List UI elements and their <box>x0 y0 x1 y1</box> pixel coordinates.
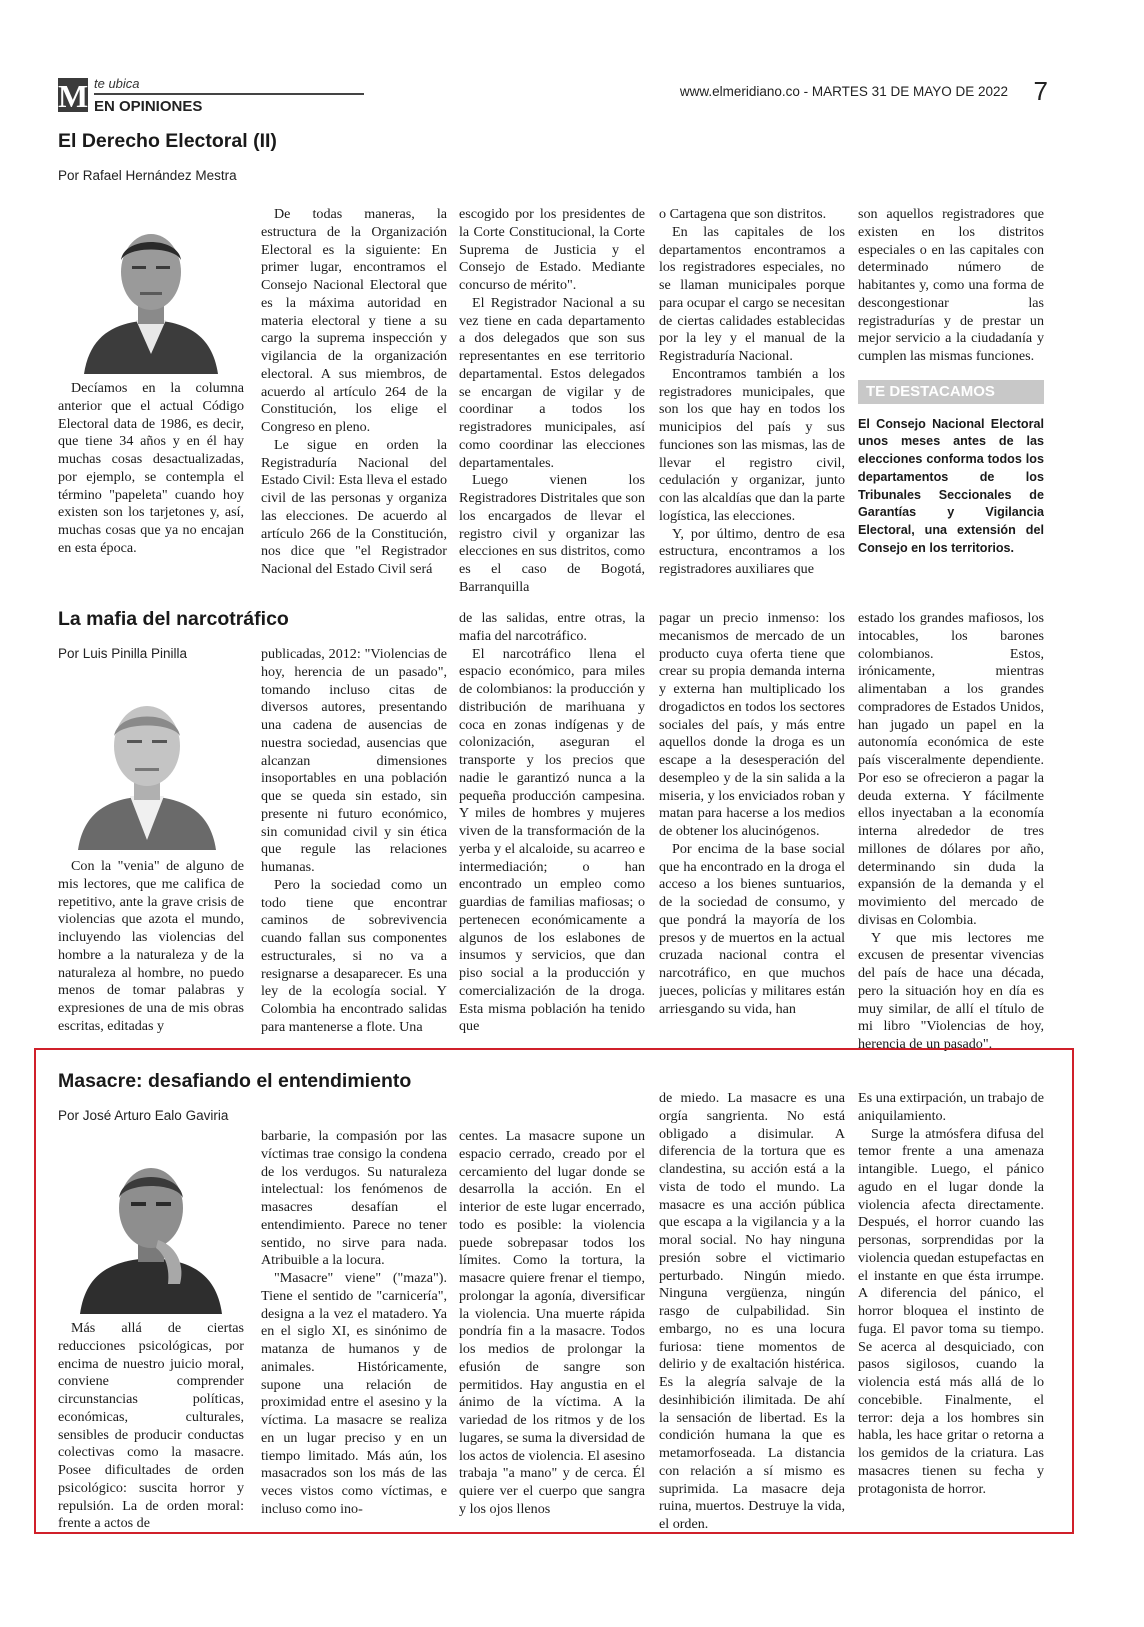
article-column-4 <box>659 610 845 1018</box>
article-title: La mafia del narcotráfico <box>58 608 289 630</box>
article-column-4 <box>659 1090 845 1534</box>
section-name: EN OPINIONES <box>94 98 203 115</box>
masthead <box>58 76 1088 120</box>
highlight-text: El Consejo Nacional Electoral unos meses antes de las elecciones conforma todos los departamentos de los Tribunales Seccionales de Garantías y Vigilancia Electoral, una extensión del Consejo en los territorios. <box>858 416 1044 555</box>
paragraph: Y, por último, dentro de esa estructura, encontramos a los registradores auxiliares que <box>659 525 845 577</box>
paragraph: publicadas, 2012: "Violencias de hoy, herencia de un pasado", tomando incluso citas de diversos autores, presentando una cadena de ausencias de nuestra sociedad, ausencias que alcanzan dimensiones insoportables en una población que se queda sin estado, sin presente ni futuro económico, sin comunidad civil y sin ética que regule las relaciones humanas. <box>261 646 447 875</box>
article-column-1 <box>58 1320 244 1533</box>
paragraph: centes. La masacre supone un espacio cerrado, creado por el cercamiento del lugar donde se desarrolla la acción. En el interior de este lugar encerrado, todo es posible: la violencia puede sobrepasar todos los límites. Como la tortura, la masacre quiere frenar el tiempo, prolongar la agonía, diversificar la violencia. Una muerte rápida pondría fin a la masacre. Todos los medios de prolongar la efusión de sangre son permitidos. Hay angustia en el ánimo de la víctima. A la variedad de los ritmos y de los lugares, se suma la diversidad de los actos de violencia. El asesino trabaja "a mano" y de cerca. Él quiere ver el cuerpo que sangra y los ojos llenos <box>459 1128 645 1517</box>
paragraph: escogido por los presidentes de la Corte Constitucional, la Corte Suprema de Justicia y el Consejo de Estado. Mediante concurso de mérito". <box>459 206 645 293</box>
paragraph: En las capitales de los departamentos encontramos a los registradores especiales, no se llaman municipales porque para ocupar el cargo se necesitan de ciertas calidades establecidas por la ley y el manual de la Registraduría Nacional. <box>659 223 845 364</box>
article-column-5 <box>858 1090 1044 1498</box>
paragraph: pagar un precio inmenso: los mecanismos de mercado de un producto cuya oferta tiene que crear su propia demanda interna y externa han multiplicado los drogadictos en todos los sectores sociales del país, y más entre aquellos donde la droga es un escape a la desesperación del desempleo y de la sin salida a la miseria, y los enviciados roban y matan para hacerse a los medios de obtener los alucinógenos. <box>659 610 845 839</box>
paragraph: El narcotráfico llena el espacio económico, para miles de colombianos: la producción y distribución de marihuana y coca en zonas indígenas y de colonización, aseguran el transporte y los precios que nadie le garantizó nunca a la pequeña producción campesina. Y miles de hombres y mujeres viven de la transformación de la yerba y el alcaloide, su acarreo e intermediación; o han encontrado un empleo como guardias de familias mafiosas; o pertenecen económicamente a algunos de los eslabones de insumos y servicios, que dan piso social a la producción y comercialización de la droga. Esta misma población ha tenido que <box>459 645 645 1035</box>
paragraph: Le sigue en orden la Registraduría Nacional del Estado Civil: Esta lleva el estado civil de las personas y organiza las elecciones. De acuerdo al artículo 266 de la Constitución, nos dice que "el Registrador Nacional del Estado Civil será <box>261 436 447 577</box>
paragraph: Más allá de ciertas reducciones psicológicas, por encima de nuestro juicio moral, conviene comprender circunstancias políticas, económicas, culturales, sensibles de producir conductas colectivas como la masacre. Posee dificultades de orden psicológico: suscita horror y repulsión. La de orden moral: frente a actos de <box>58 1320 244 1532</box>
paragraph: Es una extirpación, un trabajo de aniquilamiento. <box>858 1090 1044 1124</box>
paragraph: o Cartagena que son distritos. <box>659 206 827 222</box>
paragraph: de las salidas, entre otras, la mafia del narcotráfico. <box>459 610 645 644</box>
paragraph: estado los grandes mafiosos, los intocables, los barones colombianos. Estos, irónicamente, mientras alimentaban a los grandes compradores de Estados Unidos, han jugado un papel en la autonomía económica de este país visceralmente dependiente. Por eso se ofrecieron a pagar la deuda externa. Y fácilmente ellos inyectaban a la economía interna alrededor de tres millones de dólares por año, determinando sin duda la expansión de la demanda y el movimiento del mercado de divisas en Colombia. <box>858 610 1044 928</box>
logo-tagline: te ubica <box>94 76 140 91</box>
article-byline: Por Luis Pinilla Pinilla <box>58 646 188 661</box>
article-column-5 <box>858 610 1044 1054</box>
article-mafia-narcotrafico <box>58 608 1088 1052</box>
paragraph: Decíamos en la columna anterior que el actual Código Electoral data de 1986, es decir, que tiene 34 años y en él hay muchas cosas desactualizadas, por ejemplo, se contempla el término "papeleta" cuando hoy existen son los tarjetones y, así, muchas cosas que ya no encajan en esta época. <box>58 380 244 556</box>
paragraph: De todas maneras, la estructura de la Organización Electoral es la siguiente: En primer lugar, encontramos el Consejo Nacional Electoral que es la máxima autoridad en materia electoral y tiene a su cargo la suprema inspección y vigilancia de la organización electoral. A sus miembros, de acuerdo al artículo 264 de la Constitución, los elige el Congreso en pleno. <box>261 206 447 435</box>
paragraph: "Masacre" viene" ("maza"). Tiene el sentido de "carnicería", designa a la vez el matadero. Ya en el siglo XI, es sinónimo de matanza de humanos y de animales. Históricamente, supone una relación de proximidad entre el asesino y la víctima. La masacre se realiza en un lugar preciso y en un tiempo limitado. Más aún, los masacrados son los más de las veces vistos como víctimas, e incluso como ino- <box>261 1270 447 1517</box>
article-column-4 <box>659 206 845 579</box>
article-column-2 <box>261 206 447 579</box>
article-title: El Derecho Electoral (II) <box>58 130 277 152</box>
author-photo <box>72 680 222 850</box>
paragraph: Pero la sociedad como un todo tiene que encontrar caminos de sobrevivencia cuando fallan sus componentes estructurales, si no va a resignarse a desaparecer. Es una ley de la ecología social. Y Colombia ha encontrado salidas para mantenerse a flote. Una <box>261 876 447 1035</box>
logo-icon: M <box>58 78 89 114</box>
article-byline: Por Rafael Hernández Mestra <box>58 168 237 183</box>
article-derecho-electoral <box>58 130 1088 595</box>
paragraph: Encontramos también a los registradores municipales, que son los que hay en todos los municipios del país y sus funciones son las mismas, las de llevar el registro civil, cedulación y organizar, junto con las alcaldías que dan la parte logística, las elecciones. <box>659 365 845 524</box>
paragraph: barbarie, la compasión por las víctimas trae consigo la condena de los verdugos. Su naturaleza intelectual: los fenómenos de masacres desafían el entendimiento. Parece no tener sentido, no sirve para nada. Atribuible a la locura. <box>261 1128 447 1269</box>
paragraph: son aquellos registradores que existen en los distritos especiales o en las capitales con determinado número de habitantes y, como una forma de descongestionar las registradurías y de prestar un mejor servicio a la ciudadanía y cumplen las mismas funciones. <box>858 206 1044 364</box>
article-column-5 <box>858 206 1044 558</box>
page-number: 7 <box>1033 76 1048 106</box>
paragraph: Y que mis lectores me excusen de presentar vivencias del país de hace una década, pero la situación hoy en día es muy similar, de allí el título de mi libro "Violencias de hoy, herencia de un pasado". <box>858 929 1044 1052</box>
article-column-3 <box>459 610 645 1036</box>
article-byline: Por José Arturo Ealo Gaviria <box>58 1108 229 1123</box>
article-column-1 <box>58 380 244 558</box>
paragraph: Con la "venia" de alguno de mis lectores, que me califica de repetitivo, ante la grave crisis de violencias que azota el mundo, incluyendo las violencias del hombre a la naturaleza y de la naturaleza al hombre, no puedo menos de tomar palabras y expresiones de una de mis obras escritas, editadas y <box>58 858 244 1034</box>
paragraph: Surge la atmósfera difusa del temor frente a una amenaza intangible. Luego, el pánico agudo en el lugar donde la violencia afecta directamente. Después, el horror cuando las personas, sorprendidas por la violencia quedan estupefactas en el instante en que ésta irrumpe. A diferencia del pánico, el horror bloquea el instinto de fuga. El pavor toma su tiempo. Se acerca al desquiciado, con pasos sigilosos, cuando la violencia está más allá de lo concebible. Finalmente, el terror: deja a los hombres sin habla, les hace gritar o retorna a los gemidos de la criatura. Las masacres tienen su fecha y protagonista de horror. <box>858 1125 1044 1497</box>
paragraph: de miedo. La masacre es una orgía sangrienta. No está obligado a disimular. A diferencia de la tortura que es clandestina, su acción está a la vista de todo el mundo. La masacre es una acción pública que escapa a la vigilancia y a la moral social. No hay ninguna presión sobre el victimario perturbado. Ningún miedo. Ninguna vergüenza, ningún rasgo de culpabilidad. Sin embargo, no es una locura furiosa: tiene momentos de delirio y de exaltación histérica. Es la alegría salvaje de la desinhibición ilimitada. De ahí la sensación de libertad. Es la condición humana la que es metamorfoseada. La distancia con relación a sí mismo es suprimida. La masacre deja ruina, muertos. Destruye la vida, el orden. <box>659 1090 845 1532</box>
paragraph: El Registrador Nacional a su vez tiene en cada departamento a dos delegados que son sus representantes en ese territorio departamental. Estos delegados se encargan de vigilar y de coordinar a todos los registradores municipales, así como coordinar las elecciones departamentales. <box>459 294 645 471</box>
masthead-rule <box>94 93 364 95</box>
highlight-heading: TE DESTACAMOS <box>858 380 1044 404</box>
dateline: www.elmeridiano.co - MARTES 31 DE MAYO DE 2022 <box>679 84 1008 99</box>
article-column-3 <box>459 1128 645 1519</box>
article-masacre <box>58 1070 1088 1532</box>
paragraph: Por encima de la base social que ha encontrado en la droga el acceso a los bienes suntuarios, de la sociedad de consumo, y que pondrá la mayoría de los presos y de muertos en la actual cruzada nacional contra el narcotráfico, en que muchos jueces, policías y militares están arriesgando su vida, han <box>659 840 845 1017</box>
article-title: Masacre: desafiando el entendimiento <box>58 1070 412 1092</box>
paragraph: Luego vienen los Registradores Distritales que son los encargados de llevar el registro civil y organizar las elecciones en sus distritos, como es el caso de Bogotá, Barranquilla <box>459 472 645 595</box>
article-column-2 <box>261 1128 447 1519</box>
article-column-2 <box>261 646 447 1037</box>
author-photo <box>76 1144 226 1314</box>
author-photo <box>76 204 226 374</box>
article-column-3 <box>459 206 645 597</box>
article-column-1 <box>58 858 244 1036</box>
